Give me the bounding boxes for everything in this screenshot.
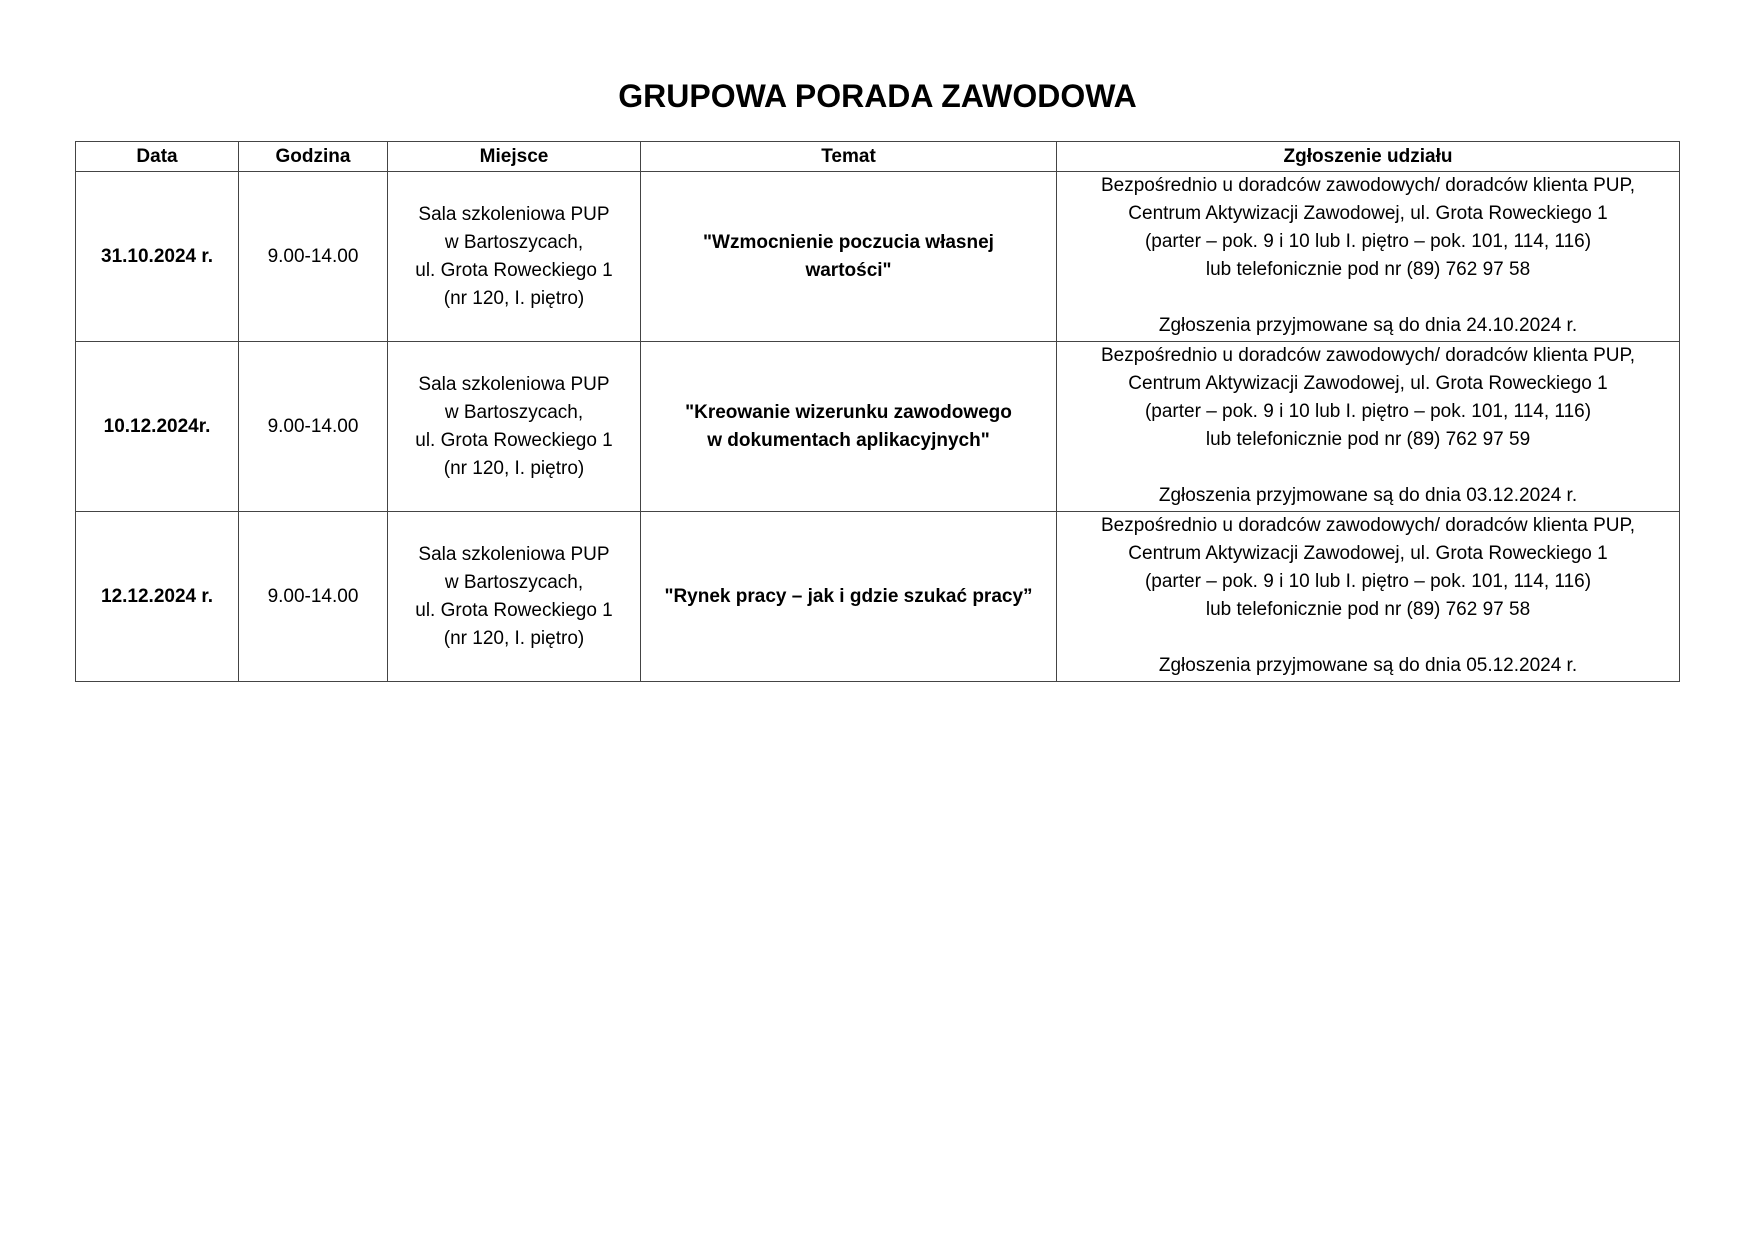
registration-cell [1057,512,1680,682]
table-row [76,512,1680,682]
contact-line: lub telefonicznie pod nr (89) 762 97 59 [1205,429,1531,450]
date-cell: 10.12.2024r. [76,342,239,512]
place-line: Sala szkoleniowa PUP [418,543,610,565]
registration-cell [1057,342,1680,512]
table-row [76,172,1680,342]
time-cell: 9.00-14.00 [239,172,388,342]
place-line: (nr 120, I. piętro) [443,457,585,479]
column-header-topic: Temat [641,142,1057,172]
page-title: GRUPOWA PORADA ZAWODOWA [618,78,1137,114]
topic-cell [641,512,1057,682]
topic-cell [641,342,1057,512]
contact-line: lub telefonicznie pod nr (89) 762 97 58 [1205,599,1531,620]
contact-line: (parter – pok. 9 i 10 lub I. piętro – pok. 101, 114, 116) [1144,401,1592,422]
date-cell: 12.12.2024 r. [76,512,239,682]
topic-line: w dokumentach aplikacyjnych" [707,429,990,451]
contact-line: lub telefonicznie pod nr (89) 762 97 58 [1205,259,1531,280]
column-header-place: Miejsce [388,142,641,172]
contact-line: Centrum Aktywizacji Zawodowej, ul. Grota Roweckiego 1 [1128,543,1608,564]
registration-cell [1057,172,1680,342]
place-line: w Bartoszycach, [444,401,584,423]
column-header-time: Godzina [239,142,388,172]
contact-line: (parter – pok. 9 i 10 lub I. piętro – pok. 101, 114, 116) [1144,231,1592,252]
topic-line: "Rynek pracy – jak i gdzie szukać pracy” [664,585,1033,607]
table-header-row [76,142,1680,172]
registration-deadline: Zgłoszenia przyjmowane są do dnia 05.12.2024 r. [1158,655,1578,676]
place-cell [388,512,641,682]
time-cell: 9.00-14.00 [239,512,388,682]
topic-line: "Wzmocnienie poczucia własnej [703,231,994,253]
place-line: Sala szkoleniowa PUP [418,373,610,395]
place-cell [388,342,641,512]
place-line: w Bartoszycach, [444,231,584,253]
registration-deadline: Zgłoszenia przyjmowane są do dnia 03.12.2024 r. [1158,485,1578,506]
place-line: ul. Grota Roweckiego 1 [415,429,613,451]
contact-line: Centrum Aktywizacji Zawodowej, ul. Grota Roweckiego 1 [1128,373,1608,394]
topic-line: wartości" [805,259,892,281]
contact-line: (parter – pok. 9 i 10 lub I. piętro – pok. 101, 114, 116) [1144,571,1592,592]
place-line: w Bartoszycach, [444,571,584,593]
place-line: ul. Grota Roweckiego 1 [415,259,613,281]
contact-line: Bezpośrednio u doradców zawodowych/ doradców klienta PUP, [1100,175,1636,196]
place-line: Sala szkoleniowa PUP [418,203,610,225]
topic-line: "Kreowanie wizerunku zawodowego [685,401,1012,423]
contact-line: Centrum Aktywizacji Zawodowej, ul. Grota Roweckiego 1 [1128,203,1608,224]
contact-line: Bezpośrednio u doradców zawodowych/ doradców klienta PUP, [1100,515,1636,536]
date-cell: 31.10.2024 r. [76,172,239,342]
place-cell [388,172,641,342]
contact-line: Bezpośrednio u doradców zawodowych/ doradców klienta PUP, [1100,345,1636,366]
place-line: (nr 120, I. piętro) [443,287,585,309]
table-row [76,342,1680,512]
schedule-table [75,141,1680,682]
time-cell: 9.00-14.00 [239,342,388,512]
column-header-date: Data [76,142,239,172]
place-line: (nr 120, I. piętro) [443,627,585,649]
place-line: ul. Grota Roweckiego 1 [415,599,613,621]
registration-deadline: Zgłoszenia przyjmowane są do dnia 24.10.2024 r. [1158,315,1578,336]
topic-cell [641,172,1057,342]
column-header-registration: Zgłoszenie udziału [1057,142,1680,172]
